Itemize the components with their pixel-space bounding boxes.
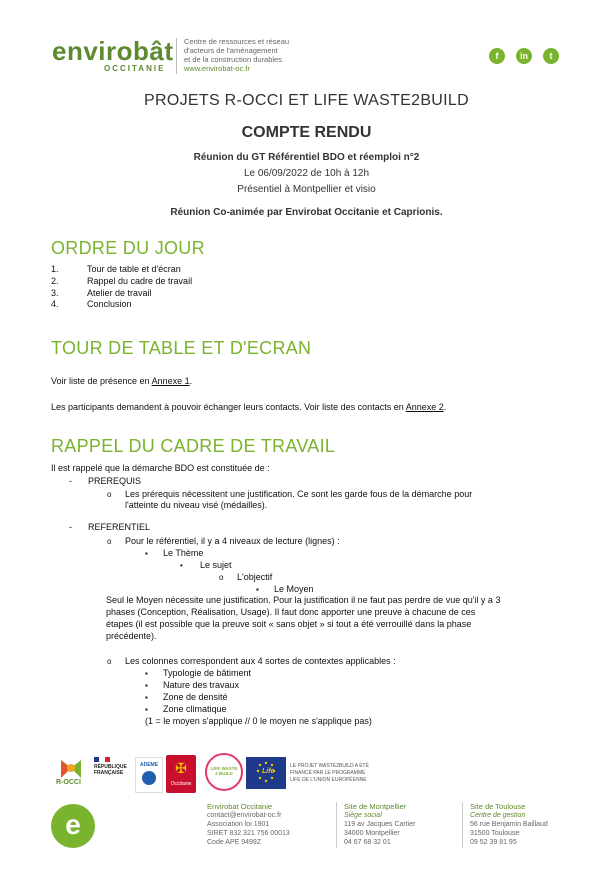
brand-logo xyxy=(52,36,174,67)
agenda-item: Conclusion xyxy=(87,299,132,309)
life-w2b-text: LIFE WASTE 2 BUILD xyxy=(210,766,238,776)
tour-text: . xyxy=(443,402,447,412)
colonnes-note: (1 = le moyen s'applique // 0 le moyen ne s'applique pas) xyxy=(145,716,372,726)
prerequis-text: l'atteinte du niveau visé (médailles). xyxy=(125,500,268,510)
tagline-line: et de la construction durables xyxy=(184,55,282,64)
moyen-text: Seul le Moyen nécessite une justification. Pour la justification il ne faut pas perdre de vue qu'il y a 3 xyxy=(106,595,501,605)
circle-bullet: o xyxy=(107,537,112,546)
footer-heading: Site de Montpellier xyxy=(344,802,407,811)
colonne-item: Typologie de bâtiment xyxy=(163,668,252,678)
agenda-item: Rappel du cadre de travail xyxy=(87,276,193,286)
footer-col-montpellier xyxy=(344,802,415,847)
tour-paragraph-2 xyxy=(51,402,446,413)
tour-paragraph-1 xyxy=(51,376,192,387)
colonne-item: Zone climatique xyxy=(163,704,227,714)
footer-divider xyxy=(462,802,463,848)
prerequis-label: PREREQUIS xyxy=(88,476,142,486)
envirobat-footer-logo: e xyxy=(51,804,95,848)
eu-text-line: FINANCÉ PAR LE PROGRAMME xyxy=(290,770,366,776)
tour-text: . xyxy=(189,376,193,386)
linkedin-icon[interactable]: in xyxy=(516,48,532,64)
header-tagline xyxy=(184,37,324,73)
annexe-2-link[interactable]: Annexe 2 xyxy=(405,402,444,412)
meeting-name: Réunion du GT Référentiel BDO et réemploi n°2 xyxy=(193,152,420,163)
moyen-text: précédente). xyxy=(106,631,157,641)
meeting-cohost: Réunion Co-animée par Envirobat Occitanie et Caprionis. xyxy=(170,207,443,218)
level-theme: Le Thème xyxy=(163,548,204,558)
republique-francaise-logo xyxy=(94,757,128,791)
footer-col-envirobat xyxy=(207,802,290,847)
colonne-item: Nature des travaux xyxy=(163,680,240,690)
tagline-line: Centre de ressources et réseau xyxy=(184,37,290,46)
footer-line: 56 rue Benjamin Baillaud xyxy=(470,821,548,828)
footer-sub: Siège social xyxy=(344,812,382,819)
eu-text-line: LE PROJET WASTE2BUILD A ÉTÉ xyxy=(290,763,369,769)
referentiel-label: REFERENTIEL xyxy=(88,522,151,532)
annexe-1-link[interactable]: Annexe 1 xyxy=(151,376,190,386)
ademe-logo xyxy=(135,757,163,793)
colonne-item: Zone de densité xyxy=(163,692,228,702)
agenda-num: 4. xyxy=(51,299,59,309)
circle-bullet: o xyxy=(219,573,224,582)
facebook-icon[interactable]: f xyxy=(489,48,505,64)
square-bullet: ▪ xyxy=(145,681,148,690)
rappel-intro: Il est rappelé que la démarche BDO est constituée de : xyxy=(51,463,270,473)
referentiel-intro: Pour le référentiel, il y a 4 niveaux de lecture (lignes) : xyxy=(125,536,340,546)
dot-bullet: • xyxy=(180,561,183,570)
square-bullet: ▪ xyxy=(145,549,148,558)
meeting-place: Présentiel à Montpellier et visio xyxy=(237,184,376,195)
footer-heading: Site de Toulouse xyxy=(470,802,526,811)
level-objectif: L'objectif xyxy=(237,572,273,582)
twitter-icon[interactable]: t xyxy=(543,48,559,64)
agenda-num: 1. xyxy=(51,264,59,274)
ademe-text: ADEME xyxy=(139,762,159,768)
agenda-item: Atelier de travail xyxy=(87,288,152,298)
circle-bullet: o xyxy=(107,490,112,499)
footer-line: SIRET 832 321 756 00013 xyxy=(207,830,290,837)
footer-sub: Centre de gestion xyxy=(470,812,526,819)
header-divider xyxy=(176,38,177,74)
agenda-num: 3. xyxy=(51,288,59,298)
eu-funding-text xyxy=(290,763,369,784)
footer-col-toulouse xyxy=(470,802,548,847)
circle-bullet: o xyxy=(107,657,112,666)
square-bullet: ▪ xyxy=(256,585,259,594)
prerequis-text: Les prérequis nécessitent une justification. Ce sont les garde fous de la démarche pour xyxy=(125,489,473,499)
agenda-num: 2. xyxy=(51,276,59,286)
document-title: PROJETS R-OCCI ET LIFE WASTE2BUILD xyxy=(144,92,469,109)
section-heading-tour: TOUR DE TABLE ET D'ECRAN xyxy=(51,338,312,358)
footer-line: 09 52 39 81 95 xyxy=(470,839,517,846)
footer-line: Code APE 9499Z xyxy=(207,839,262,846)
footer-line: contact@envirobat-oc.fr xyxy=(207,812,282,819)
footer-line: Association loi 1901 xyxy=(207,821,270,828)
agenda-item: Tour de table et d'écran xyxy=(87,264,181,274)
tour-text: Voir liste de présence en xyxy=(51,376,152,386)
dash-bullet: - xyxy=(69,522,72,532)
life-waste2build-logo xyxy=(205,753,243,791)
meeting-date: Le 06/09/2022 de 10h à 12h xyxy=(243,168,370,179)
brand-logo-sub: OCCITANIE xyxy=(104,64,166,73)
brand-logo-word: envirobât xyxy=(52,36,174,66)
level-moyen: Le Moyen xyxy=(274,584,314,594)
website-link[interactable]: www.envirobat-oc.fr xyxy=(184,64,250,73)
tagline-line: d'acteurs de l'aménagement xyxy=(184,46,278,55)
tour-text: Les participants demandent à pouvoir échanger leurs contacts. Voir liste des contacts en xyxy=(51,402,406,412)
rf-text: FRANÇAISE xyxy=(94,770,124,776)
footer-divider xyxy=(336,802,337,848)
moyen-text: étapes (il est possible que la preuve soit « sans objet » si tout a été verrouillé dans la phase xyxy=(106,619,472,629)
moyen-text: phases (Conception, Réalisation, Usage). Il faut donc apporter une preuve à chacune de ces xyxy=(106,607,476,617)
section-heading-agenda: ORDRE DU JOUR xyxy=(51,238,205,258)
r-occi-label: R-OCCI xyxy=(56,779,81,786)
colonnes-intro: Les colonnes correspondent aux 4 sortes de contextes applicables : xyxy=(125,656,396,666)
footer-heading: Envirobat Occitanie xyxy=(207,802,273,811)
life-text: Life xyxy=(262,768,275,775)
occitanie-text: Occitanie xyxy=(170,781,192,787)
occitanie-logo: ✠ Occitanie xyxy=(166,755,196,793)
footer-line: 119 av Jacques Cartier xyxy=(344,821,416,828)
eu-text-line: LIFE DE L'UNION EUROPÉENNE xyxy=(290,777,367,783)
footer-line: 31500 Toulouse xyxy=(470,830,520,837)
footer-line: 34000 Montpellier xyxy=(344,830,400,837)
footer-line: 04 67 68 32 01 xyxy=(344,839,391,846)
level-sujet: Le sujet xyxy=(200,560,232,570)
square-bullet: ▪ xyxy=(145,705,148,714)
square-bullet: ▪ xyxy=(145,693,148,702)
dash-bullet: - xyxy=(69,476,72,486)
rf-text: RÉPUBLIQUE xyxy=(94,764,127,770)
document-subtitle: COMPTE RENDU xyxy=(241,124,372,141)
section-heading-rappel: RAPPEL DU CADRE DE TRAVAIL xyxy=(51,436,336,456)
square-bullet: ▪ xyxy=(145,669,148,678)
